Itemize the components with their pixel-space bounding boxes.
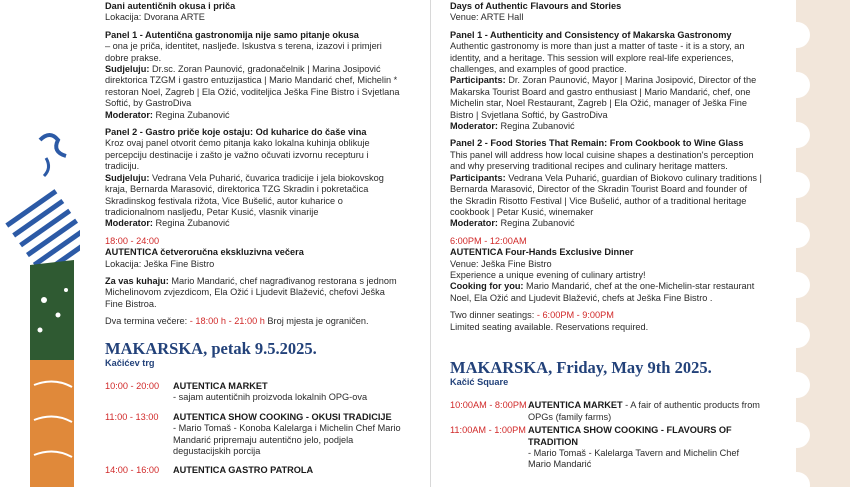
event-row — [105, 412, 405, 458]
event-title: AUTENTICA MARKET — [528, 400, 623, 411]
decorative-right-strip — [796, 0, 850, 487]
moderator-label: Moderator: — [105, 109, 153, 120]
moderator-text: Regina Zubanović — [497, 121, 575, 132]
panel-1-description: – ona je priča, identitet, nasljeđe. Iskustva s terena, izazovi i primjeri dobre prakse. — [105, 41, 382, 63]
event-description: - Mario Tomaš - Konoba Kalelarga i Michelin Chef Mario Mandarić pripremaju autentično jelo, podjela degustacijskih porcija — [173, 423, 401, 456]
event-row — [105, 381, 405, 404]
seatings-label: Two dinner seatings: — [450, 310, 537, 321]
moderator-label: Moderator: — [450, 218, 498, 229]
section-location: Venue: ARTE Hall — [450, 12, 524, 23]
panel-2-title: Panel 2 - Food Stories That Remain: From Cookbook to Wine Glass — [450, 138, 744, 149]
dinner-time: 18:00 - 24:00 — [105, 235, 160, 246]
dinner-time: 6:00PM - 12:00AM — [450, 235, 527, 246]
panel-1-moderator — [105, 110, 405, 121]
event-time: 10:00 - 20:00 — [105, 380, 160, 391]
chefs-label: Cooking for you: — [450, 281, 524, 292]
dinner-location: Venue: Ješka Fine Bistro — [450, 258, 552, 269]
dinner-seatings — [105, 316, 405, 327]
panel-2-moderator — [105, 218, 405, 229]
venue-heading: Kačićev trg — [105, 357, 155, 368]
participants-text: Vedrana Vela Puharić, guardian of Biokovo culinary traditions | Bernarda Marasović, Director of the Skradin Tourist Board and founder of the Skradin Risotto Festival | Vice Bušelić, author of a traditional heritage cookbook | Petar Kusić, winemaker — [450, 172, 762, 217]
event-title: AUTENTICA GASTRO PATROLA — [173, 465, 314, 476]
seatings-times: - 6:00PM - 9:00PM — [536, 310, 614, 321]
panel-1-moderator — [450, 121, 762, 132]
moderator-text: Regina Zubanović — [152, 218, 230, 229]
chefs-label: Za vas kuhaju: — [105, 275, 169, 286]
moderator-label: Moderator: — [450, 121, 498, 132]
dinner-description: Experience a unique evening of culinary artistry! — [450, 269, 646, 280]
event-title: AUTENTICA MARKET — [173, 380, 268, 391]
moderator-text: Regina Zubanović — [497, 218, 575, 229]
event-description: - A fair of authentic products from OPGs (family farms) — [528, 400, 760, 422]
chefs-text: Mario Mandarić, chef nagrađivanog restorana s jednom Michelinovom zvjezdicom, Ela Ožić i Ljudevit Blažević, chefovi Ješka Fine Bistroa. — [105, 275, 397, 309]
section-location: Lokacija: Dvorana ARTE — [105, 12, 205, 23]
dinner-title: AUTENTICA četveroručna ekskluzivna večera — [105, 247, 304, 258]
event-time: 11:00 - 13:00 — [105, 411, 159, 422]
panel-2-participants — [450, 173, 762, 219]
participants-label: Sudjeluju: — [105, 64, 150, 75]
panel-1-description: Authentic gastronomy is more than just a matter of taste - it is a story, an identity, and a heritage. This session will explore real-life experiences, challenges, and examples of good practice. — [450, 41, 745, 75]
dinner-seatings — [450, 310, 762, 321]
seatings-times: - 18:00 h - 21:00 h — [189, 316, 265, 327]
panel-2-title: Panel 2 - Gastro priče koje ostaju: Od kuharice do čaše vina — [105, 127, 367, 138]
dinner-title: AUTENTICA Four-Hands Exclusive Dinner — [450, 247, 634, 258]
venue-heading: Kačić Square — [450, 376, 509, 387]
section-title: Days of Authentic Flavours and Stories — [450, 1, 622, 11]
panel-2-description: Kroz ovaj panel otvorit ćemo pitanja kako lokalna kuhinja oblikuje percepciju destinacije i zašto je važno očuvati izvornu recepturu i tradiciju. — [105, 138, 370, 172]
panel-1-participants — [105, 64, 405, 110]
event-row — [450, 425, 762, 471]
event-description: - Mario Tomaš - Kalelarga Tavern and Michelin Chef Mario Mandarić — [528, 448, 740, 470]
chefs-text: Mario Mandarić, chef at the one-Michelin-star restaurant Noel, Ela Ožić and Ljudevit Blažević, chefs at Ješka Fine Bistro . — [450, 281, 755, 303]
panel-2-moderator — [450, 218, 762, 229]
panel-1-participants — [450, 75, 762, 121]
day-heading: MAKARSKA, Friday, May 9th 2025. — [450, 357, 712, 377]
participants-label: Participants: — [450, 75, 506, 86]
moderator-label: Moderator: — [105, 218, 153, 229]
event-title: AUTENTICA SHOW COOKING - OKUSI TRADICIJE — [173, 411, 392, 422]
participants-label: Participants: — [450, 172, 506, 183]
participants-text: Dr. Zoran Paunović, Mayor | Marina Josipović, Director of the Makarska Tourist Board and gastro enthusiast | Mario Mandarić, chef, one Michelin star, Noel Restaurant, Zagreb | Ela Ožić, manager of Ješka Fine Bistro | Svjetlana Softić, by GastroDiva — [450, 75, 757, 120]
decorative-left-pattern — [0, 0, 80, 487]
panel-2-participants — [105, 173, 405, 219]
event-time: 14:00 - 16:00 — [105, 465, 160, 476]
english-column — [450, 1, 762, 471]
seatings-note: Broj mjesta je ograničen. — [264, 316, 369, 327]
event-description: - sajam autentičnih proizvoda lokalnih OPG-ova — [173, 392, 368, 403]
participants-text: Dr.sc. Zoran Paunović, gradonačelnik | Marina Josipović direktorica TZGM i gastro entuzijastica | Mario Mandarić chef, Michelin * restoran Noel, Zagreb | Ela Ožić, voditeljica Ješka Fine Bistro i Svjetlana Softić, by GastroDiva — [105, 64, 400, 109]
dinner-chefs — [105, 276, 405, 310]
panel-1-title: Panel 1 - Autentična gastronomija nije samo pitanje okusa — [105, 29, 359, 40]
event-time: 10:00AM - 8:00PM — [450, 400, 527, 411]
section-title: Dani autentičnih okusa i priča — [105, 1, 236, 11]
event-time: 11:00AM - 1:00PM — [450, 425, 526, 436]
participants-label: Sudjeluju: — [105, 172, 150, 183]
panel-2-description: This panel will address how local cuisine shapes a destination's perception and why preserving traditional recipes and culinary heritage matters. — [450, 149, 754, 172]
panel-1-title: Panel 1 - Authenticity and Consistency of Makarska Gastronomy — [450, 29, 732, 40]
event-row — [450, 400, 762, 423]
day-heading: MAKARSKA, petak 9.5.2025. — [105, 338, 317, 358]
moderator-text: Regina Zubanović — [152, 109, 230, 120]
seatings-label: Dva termina večere: — [105, 316, 190, 327]
croatian-column — [105, 1, 405, 477]
dinner-location: Lokacija: Ješka Fine Bistro — [105, 258, 215, 269]
seatings-note: Limited seating available. Reservations required. — [450, 321, 649, 332]
event-title: AUTENTICA SHOW COOKING - FLAVOURS OF TRADITION — [528, 425, 732, 447]
column-divider — [430, 0, 431, 487]
event-row — [105, 465, 405, 476]
dinner-chefs — [450, 281, 762, 304]
participants-text: Vedrana Vela Puharić, čuvarica tradicije i jela biokovskog kraja, Bernarda Marasović, direktorica TZG Skradin i pokretačica Skradinskog festivala rižota, Vice Bušelić, autor kuharice o tradicionalnom nasljeđu, Petar Kusić, vlasnik vinarije — [105, 172, 384, 217]
